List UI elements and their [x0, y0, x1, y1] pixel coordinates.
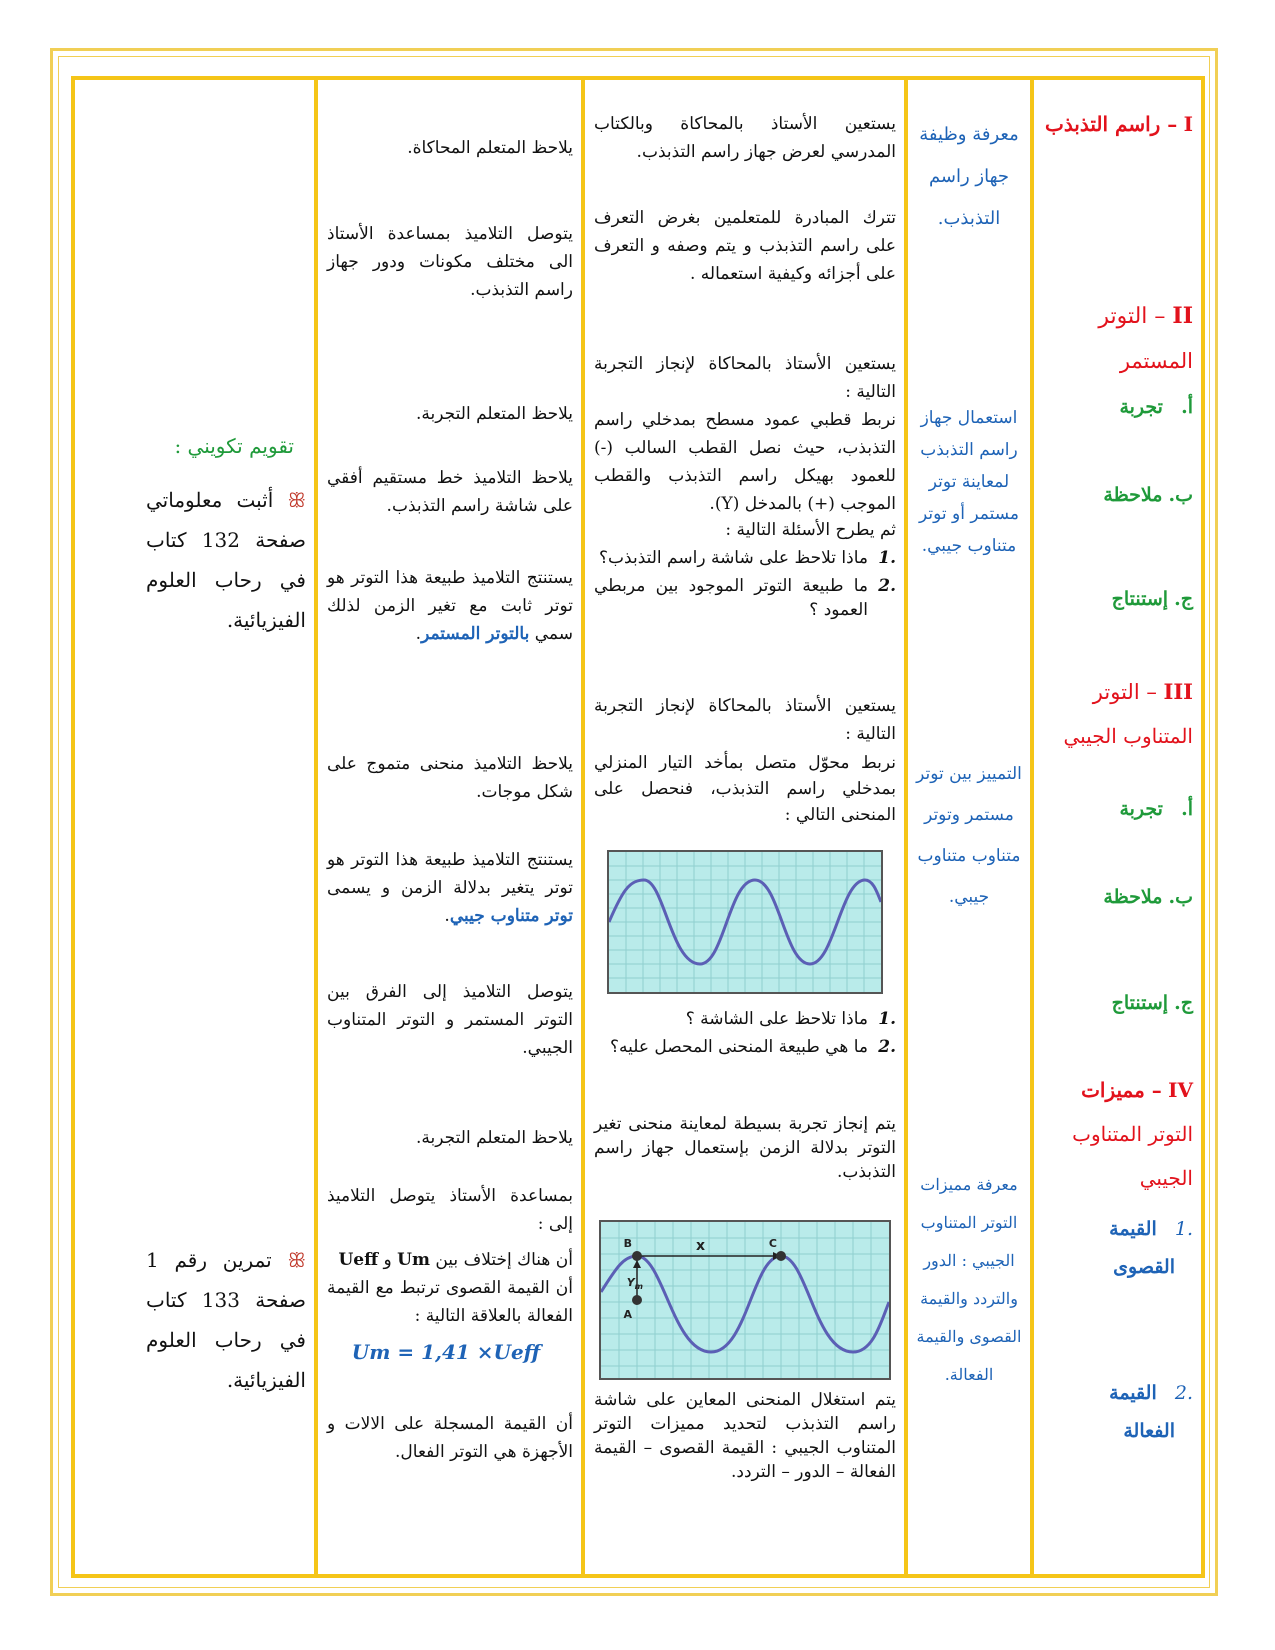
learner-l6: يلاحظ التلاميذ منحنى متموج على شكل موجات.	[327, 754, 573, 802]
evaluation-title: تقويم تكويني :	[174, 434, 294, 458]
learner-l12: أن القيمة القصوى ترتبط مع القيمة الفعالة بالعلاقة التالية :	[327, 1278, 573, 1326]
objective-2: استعمال جهاز راسم التذبذب لمعاينة توتر مستمر أو توتر متناوب جيبي.	[919, 408, 1019, 556]
label-b: B	[623, 1237, 632, 1250]
objective-4: معرفة مميزات التوتر المتناوب الجيبي : الدور والتردد والقيمة القصوى والقيمة الفعالة.	[916, 1175, 1022, 1384]
teacher-p5: يتم إنجاز تجربة بسيطة لمعاينة منحنى تغير التوتر بدلالة الزمن بإستعمال جهاز راسم التذبذب.	[594, 1114, 896, 1182]
learner-l3: يلاحظ المتعلم التجربة.	[416, 404, 573, 424]
teacher-p4	[594, 692, 896, 828]
flower-bullet-icon: ꕥ	[287, 488, 306, 512]
learner-l11: أن هناك إختلاف بين Um و Ueff	[338, 1250, 573, 1270]
section-3-item-b: ب. ملاحظة	[1103, 886, 1193, 908]
learner-l4: يلاحظ التلاميذ خط مستقيم أفقي على شاشة راسم التذبذب.	[327, 468, 573, 516]
teacher-q2: .2 ما طبيعة التوتر الموجود بين مربطي العمود ؟	[594, 576, 896, 620]
learner-l13: أن القيمة المسجلة على الالات و الأجهزة هي التوتر الفعال.	[327, 1414, 573, 1462]
evaluation-e1: ꕥ أثبت معلوماتي صفحة 132 كتاب في رحاب العلوم الفيزيائية.	[146, 488, 306, 632]
section-1-title: I – راسم التذبذب	[1044, 112, 1193, 136]
teacher-q3: .1 ماذا تلاحظ على الشاشة ؟	[685, 1009, 896, 1029]
section-3-item-c: ج. إستنتاج	[1111, 992, 1193, 1014]
formula-um-ueff: Um = 1,41 ×Ueff	[351, 1340, 541, 1364]
learner-l2: يتوصل التلاميذ بمساعدة الأستاذ الى مختلف مكونات ودور جهاز راسم التذبذب.	[327, 224, 573, 300]
section-2-item-b: ب. ملاحظة	[1103, 484, 1193, 506]
section-2-item-a: أ. تجربة	[1119, 396, 1193, 418]
teacher-p3c: ثم يطرح الأسئلة التالية :	[725, 520, 896, 540]
learner-l10: بمساعدة الأستاذ يتوصل التلاميذ إلى :	[327, 1186, 573, 1234]
objective-3: التمييز بين توتر مستمر وتوتر متناوب متناوب جيبي.	[916, 764, 1022, 907]
learner-column	[316, 78, 583, 1576]
teacher-p3a: يستعين الأستاذ بالمحاكاة لإنجاز التجربة التالية :	[594, 354, 896, 402]
learner-l9: يلاحظ المتعلم التجربة.	[416, 1128, 573, 1148]
teacher-p4a: يستعين الأستاذ بالمحاكاة لإنجاز التجربة التالية :	[594, 696, 896, 744]
teacher-p6: يتم استغلال المنحنى المعاين على شاشة راسم التذبذب لتحديد مميزات التوتر المتناوب الجيبي : القيمة القصوى – القيمة الفعالة – الدور – التردد.	[594, 1390, 896, 1482]
point-a	[632, 1295, 642, 1305]
flower-bullet-icon: ꕥ	[287, 1248, 307, 1272]
objectives-column	[906, 78, 1032, 1576]
oscilloscope-screen-2	[599, 1220, 891, 1380]
section-3-item-a: أ. تجربة	[1119, 798, 1193, 820]
teacher-q3-q4	[594, 1006, 896, 1060]
grid-lines	[609, 852, 881, 992]
learner-l8: يتوصل التلاميذ إلى الفرق بين التوتر المستمر و التوتر المتناوب الجيبي.	[327, 982, 573, 1058]
learner-l5: يستنتج التلاميذ طبيعة هذا التوتر هو توتر ثابت مع تغير الزمن لذلك سمي بالتوتر المستمر.	[327, 568, 573, 644]
oscilloscope-screen-1	[607, 850, 883, 994]
teacher-p3b: نربط قطبي عمود مسطح بمدخلي راسم التذبذب، حيث نصل القطب السالب (-) للعمود بهيكل راسم التذبذب والقطب الموجب (+) بالمدخل (Y).	[594, 410, 896, 514]
evaluation-e2: ꕥ تمرين رقم 1 صفحة 133 كتاب في رحاب العلوم الفيزيائية.	[146, 1248, 307, 1392]
point-c	[776, 1251, 786, 1261]
objective-1: معرفة وظيفة جهاز راسم التذبذب.	[919, 124, 1019, 229]
learner-l7: يستنتج التلاميذ طبيعة هذا التوتر هو توتر يتغير بدلالة الزمن و يسمى توتر متناوب جيبي.	[327, 850, 573, 926]
amplitude-arrow-head	[633, 1260, 641, 1268]
teacher-column	[583, 78, 906, 1576]
section-4-title: IV – مميزات التوتر المتناوب الجيبي	[1072, 1078, 1193, 1190]
point-b	[632, 1251, 642, 1261]
label-ym: $Y_m$	[626, 1276, 643, 1291]
teacher-q1: .1 ماذا تلاحظ على شاشة راسم التذبذب؟	[599, 548, 896, 568]
section-2-item-c: ج. إستنتاج	[1111, 588, 1193, 610]
sine-wave-graph-2	[601, 1222, 889, 1378]
learner-l1: يلاحظ المتعلم المحاكاة.	[407, 138, 573, 158]
section-3-title: III – التوتر المتناوب الجيبي	[1063, 679, 1193, 748]
teacher-p4b: نربط محوّل متصل بمأخد التيار المنزلي بمدخلي راسم التذبذب، فنحصل على المنحنى التالي :	[594, 753, 896, 825]
teacher-p3	[594, 350, 896, 622]
label-x: x	[695, 1238, 705, 1254]
grid-lines-2	[601, 1222, 889, 1378]
section-4-item-2: .2 القيمة الفعالة	[1109, 1382, 1193, 1442]
label-a: A	[623, 1308, 632, 1321]
teacher-p2: تترك المبادرة للمتعلمين بغرض التعرف على راسم التذبذب و يتم وصفه و التعرف على أجزائه وكيفية استعماله .	[594, 208, 896, 284]
sine-wave-graph-1	[609, 852, 881, 992]
label-c: C	[768, 1237, 777, 1250]
lesson-table	[71, 76, 1205, 1578]
evaluation-column	[73, 78, 316, 1576]
teacher-p1: يستعين الأستاذ بالمحاكاة وبالكتاب المدرسي لعرض جهاز راسم التذبذب.	[594, 114, 896, 162]
section-4-item-1: .1 القيمة القصوى	[1109, 1218, 1193, 1278]
sections-column	[1032, 78, 1203, 1576]
teacher-q4: .2 ما هي طبيعة المنحنى المحصل عليه؟	[609, 1037, 896, 1057]
section-2-title: II – التوتر المستمر	[1098, 303, 1193, 373]
